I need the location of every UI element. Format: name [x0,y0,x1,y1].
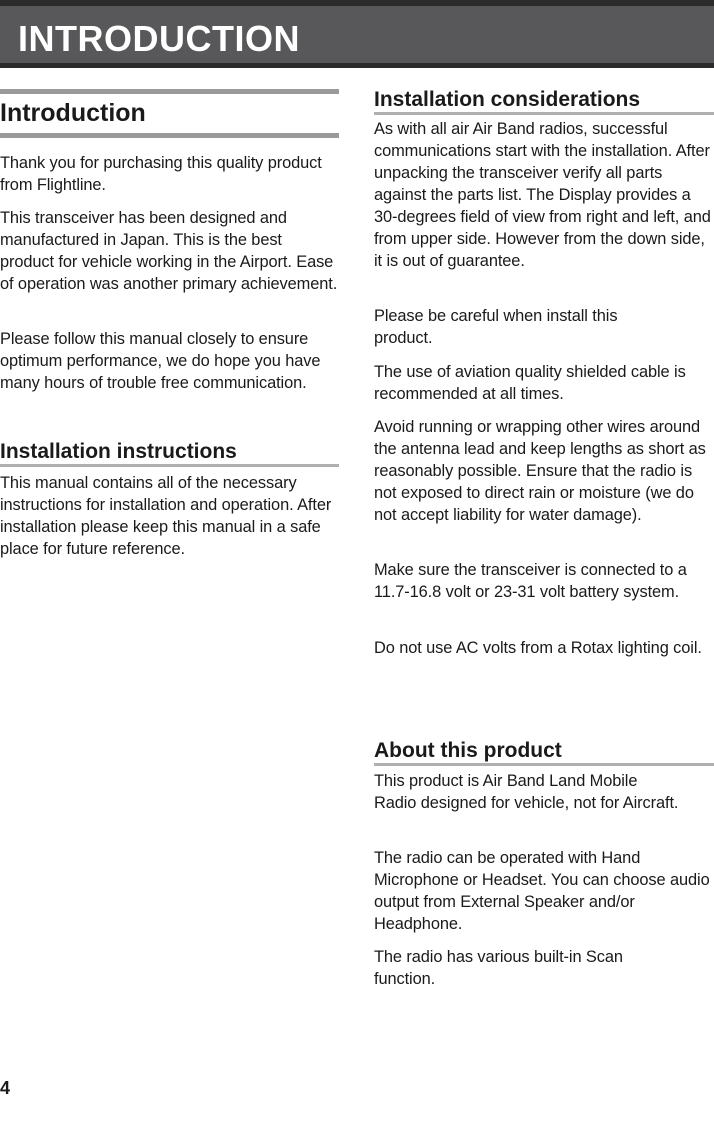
considerations-paragraph: Do not use AC volts from a Rotax lighting coil. [374,639,702,657]
considerations-paragraph: Please be careful when install this product. [374,307,618,347]
intro-paragraph: This transceiver has been designed and manufactured in Japan. This is the best product for vehicle working in the Airport. Ease of operation was another primary achievement. [0,209,338,293]
installation-instructions-heading: Installation instructions [0,441,339,467]
about-product-paragraph: The radio has various built-in Scan function. [374,948,623,988]
about-product-paragraph: The radio can be operated with Hand Microphone or Headset. You can choose audio output from External Speaker and/or Headphone. [374,849,710,933]
installation-considerations-heading: Installation considerations [374,89,714,115]
considerations-paragraph: Make sure the transceiver is connected to a 11.7-16.8 volt or 23-31 volt battery system. [374,561,687,601]
about-product-paragraph: This product is Air Band Land Mobile Radio designed for vehicle, not for Aircraft. [374,772,679,812]
intro-paragraph: Thank you for purchasing this quality product from Flightline. [0,154,322,194]
chapter-banner [0,0,714,68]
installation-instructions-paragraph: This manual contains all of the necessary instructions for installation and operation. After installation please keep this manual in a safe place for future reference. [0,474,332,558]
considerations-paragraph: The use of aviation quality shielded cable is recommended at all times. [374,363,686,403]
page-number: 4 [0,1078,11,1098]
intro-heading: Introduction [0,99,146,127]
about-product-heading: About this product [374,740,714,766]
considerations-paragraph: As with all air Air Band radios, successful communications start with the installation. After unpacking the transceiver verify all parts against the parts list. The Display provides a 30-degrees field of view from right and left, and from upper side. However from the down side, it is out of guarantee. [374,120,711,270]
intro-paragraph: Please follow this manual closely to ensure optimum performance, we do hope you have many hours of trouble free communication. [0,330,321,392]
heading-rule-bottom [0,133,339,138]
chapter-title: INTRODUCTION [18,18,300,59]
considerations-paragraph: Avoid running or wrapping other wires around the antenna lead and keep lengths as short as reasonably possible. Ensure that the radio is not exposed to direct rain or moisture (we do not accept liability for water damage). [374,418,706,524]
heading-rule-top [0,89,339,94]
